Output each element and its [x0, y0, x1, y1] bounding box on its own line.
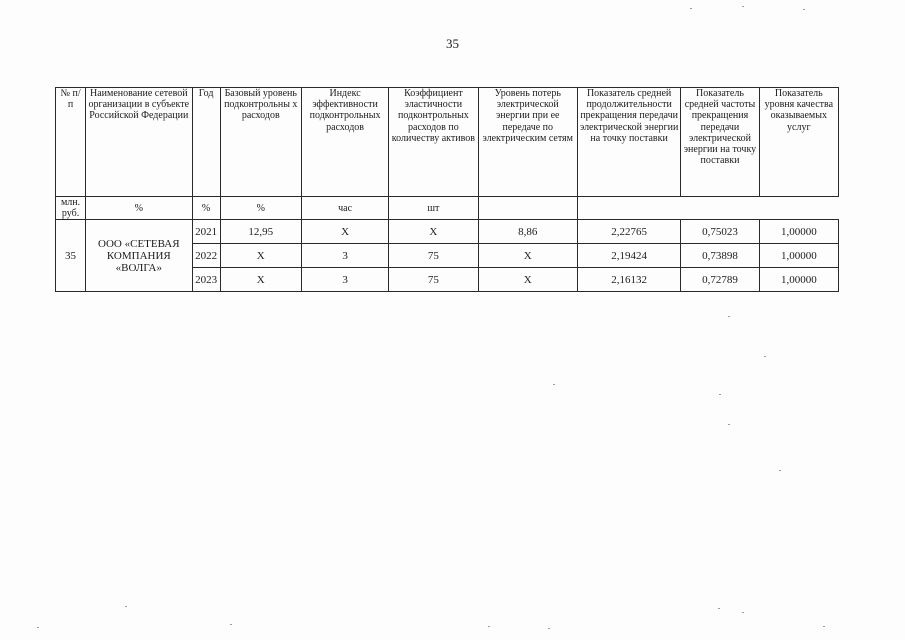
cell-efficiency-index: X: [301, 220, 388, 244]
scan-speck: [488, 626, 490, 627]
header-row: [56, 88, 839, 197]
scan-speck: [548, 628, 550, 629]
header-elasticity: Коэффициент эластичности подконтрольных расходов по количеству активов: [389, 88, 478, 197]
header-num: № п/п: [56, 88, 86, 197]
cell-outage-frequency: 0,73898: [681, 244, 759, 268]
cell-elasticity: 75: [389, 244, 478, 268]
cell-efficiency-index: 3: [301, 244, 388, 268]
cell-year: 2023: [192, 268, 220, 292]
units-row: [56, 197, 839, 220]
unit-cell-quality: [478, 197, 577, 220]
entry-number: 35: [56, 220, 86, 292]
cell-base-cost: 12,95: [220, 220, 301, 244]
cell-year: 2021: [192, 220, 220, 244]
cell-base-cost: X: [220, 268, 301, 292]
scan-speck: [742, 612, 744, 613]
cell-elasticity: X: [389, 220, 478, 244]
cell-efficiency-index: 3: [301, 268, 388, 292]
scan-speck: [823, 626, 825, 627]
scan-speck: [742, 6, 744, 7]
scan-speck: [125, 606, 127, 607]
tariff-parameters-table: [55, 87, 839, 292]
scan-speck: [37, 627, 39, 628]
unit-cell-eff: %: [86, 197, 192, 220]
unit-cell-loss: %: [220, 197, 301, 220]
unit-cell-dur: час: [301, 197, 388, 220]
scan-speck: [719, 394, 721, 395]
cell-service-quality: 1,00000: [759, 220, 838, 244]
cell-outage-frequency: 0,72789: [681, 268, 759, 292]
unit-cell-freq: шт: [389, 197, 478, 220]
header-loss-level: Уровень потерь электрической энергии при ее передаче по электрическим сетям: [478, 88, 577, 197]
header-outage-frequency: Показатель средней частоты прекращения передачи электрической энергии на точку поставки: [681, 88, 759, 197]
cell-loss-level: X: [478, 268, 577, 292]
cell-outage-duration: 2,16132: [577, 268, 680, 292]
header-org: Наименование сетевой организации в субъекте Российской Федерации: [86, 88, 192, 197]
unit-cell-elast: %: [192, 197, 220, 220]
header-base-cost: Базовый уровень подконтрольны х расходов: [220, 88, 301, 197]
scan-speck: [690, 8, 692, 9]
cell-elasticity: 75: [389, 268, 478, 292]
cell-outage-duration: 2,22765: [577, 220, 680, 244]
scan-speck: [728, 316, 730, 317]
header-service-quality: Показатель уровня качества оказываемых услуг: [759, 88, 838, 197]
cell-service-quality: 1,00000: [759, 244, 838, 268]
cell-service-quality: 1,00000: [759, 268, 838, 292]
scan-speck: [553, 384, 555, 385]
scan-speck: [728, 424, 730, 425]
unit-cell-base: млн. руб.: [56, 197, 86, 220]
scan-speck: [779, 470, 781, 471]
header-outage-duration: Показатель средней продолжительности прекращения передачи электрической энергии на точку поставки: [577, 88, 680, 197]
cell-base-cost: X: [220, 244, 301, 268]
header-year: Год: [192, 88, 220, 197]
page-number: 35: [446, 36, 459, 51]
scan-speck: [718, 608, 720, 609]
header-efficiency-index: Индекс эффективности подконтрольных расходов: [301, 88, 388, 197]
cell-outage-duration: 2,19424: [577, 244, 680, 268]
scan-speck: [764, 356, 766, 357]
cell-loss-level: X: [478, 244, 577, 268]
organization-name: ООО «СЕТЕВАЯ КОМПАНИЯ «ВОЛГА»: [86, 220, 192, 292]
scan-speck: [803, 9, 805, 10]
cell-year: 2022: [192, 244, 220, 268]
cell-loss-level: 8,86: [478, 220, 577, 244]
table-row: [56, 220, 839, 244]
scan-speck: [230, 624, 232, 625]
cell-outage-frequency: 0,75023: [681, 220, 759, 244]
